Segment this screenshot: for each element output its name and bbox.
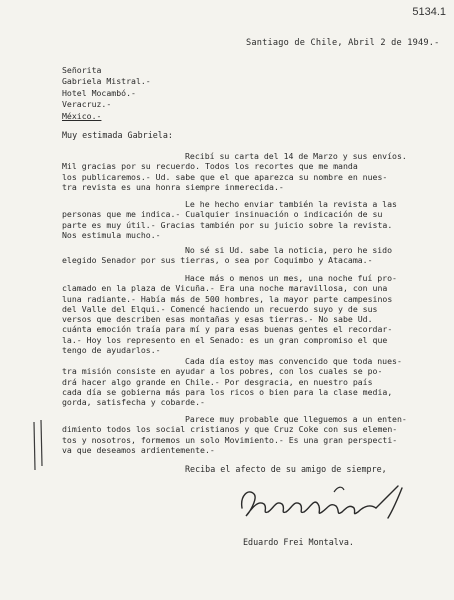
archive-number: 5134.1 xyxy=(412,6,446,18)
paragraph-line: Nos estimula mucho.- xyxy=(62,229,161,240)
paragraph-mission xyxy=(62,356,448,407)
handwritten-signature xyxy=(238,478,408,530)
paragraph-line: Recibí su carta del 14 de Marzo y sus envíos. xyxy=(185,151,407,161)
salutation: Muy estimada Gabriela: xyxy=(62,130,173,140)
paragraph-line: del Valle del Elqui.- Comencé haciendo un recuerdo suyo y de sus xyxy=(62,303,378,314)
paragraph-line: Le he hecho enviar también la revista a las xyxy=(185,199,397,209)
paragraph-line: Parece muy probable que lleguemos a un enten- xyxy=(185,414,407,424)
paragraph-line: tra misión consiste en ayudar a los pobres, con los cuales se po- xyxy=(62,366,383,377)
address-line: Gabriela Mistral.- xyxy=(62,76,151,87)
paragraph-line: drá hacer algo grande en Chile.- Por desgracia, en nuestro país xyxy=(62,376,373,387)
paragraph-line: tra revista es una honra siempre inmerecida.- xyxy=(62,181,284,192)
paragraph-line: luna radiante.- Había más de 500 hombres, la mayor parte campesinos xyxy=(62,293,393,304)
paragraph-thanks xyxy=(62,151,448,192)
address-line: México.- xyxy=(62,110,102,121)
paragraph-line: los publicaremos.- Ud. sabe que el que aparezca su nombre en nues- xyxy=(62,171,388,182)
paragraph-line: elegido Senador por sus tierras, o sea por Coquimbo y Atacama.- xyxy=(62,255,373,266)
paragraph-line: gorda, satisfecha y cobarde.- xyxy=(62,397,205,408)
paragraph-line: personas que me indica.- Cualquier insinuación o indicación de su xyxy=(62,209,383,220)
address-line: Veracruz.- xyxy=(62,99,112,110)
paragraph-line: No sé si Ud. sabe la noticia, pero he sido xyxy=(185,245,393,255)
paragraph-line: va que deseamos ardientemente.- xyxy=(62,444,215,455)
paragraph-line: parte es muy útil.- Gracias también por su juicio sobre la revista. xyxy=(62,219,393,230)
paragraph-line: versos que describen esas montañas y esas tierras.- No sabe Ud. xyxy=(62,314,373,325)
margin-bracket-mark xyxy=(30,420,50,472)
paragraph-line: dimiento todos los social cristianos y que Cruz Coke con sus elemen- xyxy=(62,424,398,435)
date-line: Santiago de Chile, Abril 2 de 1949.- xyxy=(246,38,440,48)
paragraph-line: tengo de ayudarlos.- xyxy=(62,345,161,356)
paragraph-line: Hace más o menos un mes, una noche fuí pro- xyxy=(185,273,397,283)
paragraph-line: Mil gracias por su recuerdo. Todos los recortes que me manda xyxy=(62,161,358,172)
signer-name: Eduardo Frei Montalva. xyxy=(243,537,354,547)
paragraph-line: clamado en la plaza de Vicuña.- Era una noche maravillosa, con una xyxy=(62,283,388,294)
paragraph-line: Cada día estoy mas convencido que toda nues- xyxy=(185,356,402,366)
address-line: Señorita xyxy=(62,65,102,75)
address-line: Hotel Mocambó.- xyxy=(62,87,136,98)
paragraph-line: cuánta emoción traía para mí y para esas buenas gentes el recordar- xyxy=(62,324,393,335)
closing-line: Reciba el afecto de su amigo de siempre, xyxy=(185,464,387,474)
recipient-address xyxy=(62,65,151,122)
paragraph-magazine xyxy=(62,199,448,240)
paragraph-line: tos y nosotros, formemos un solo Movimiento.- Es una gran perspecti- xyxy=(62,434,398,445)
paragraph-line: cada día se gobierna más para los ricos o bien para la clase media, xyxy=(62,386,393,397)
paragraph-senator xyxy=(62,245,448,266)
paragraph-movement xyxy=(62,414,448,455)
paragraph-line: la.- Hoy los represento en el Senado: es un gran compromiso el que xyxy=(62,334,388,345)
paragraph-vicuna xyxy=(62,273,448,355)
